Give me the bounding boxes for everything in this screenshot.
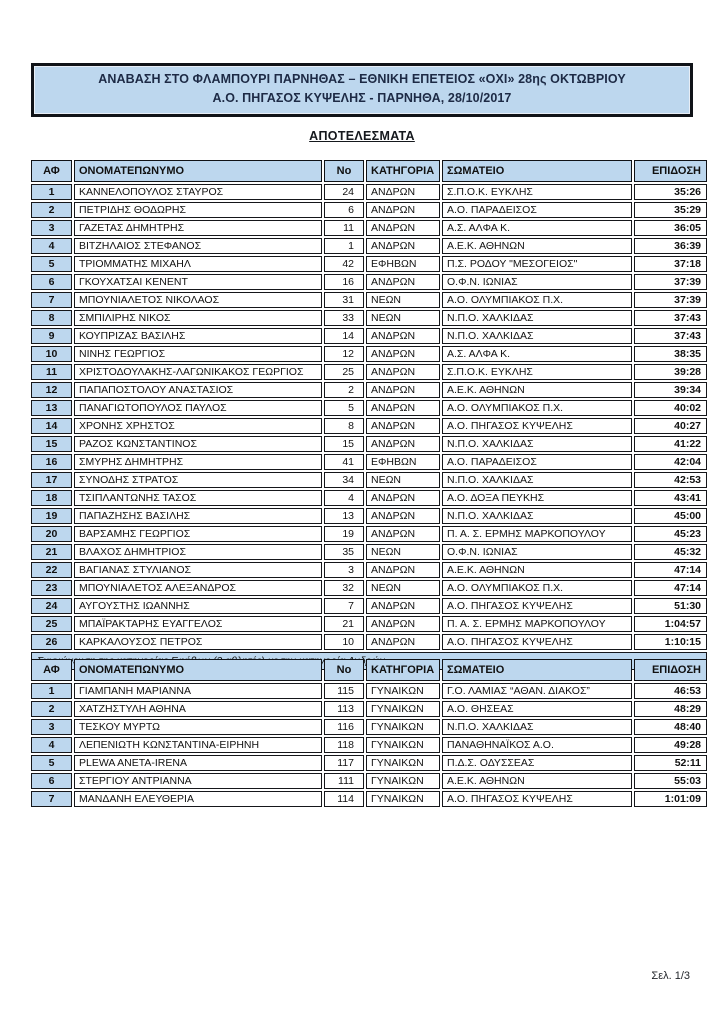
time-cell: 45:23 (634, 526, 707, 542)
time-cell: 55:03 (634, 773, 707, 789)
table-row (31, 238, 707, 254)
table-row (31, 773, 707, 789)
results-heading: ΑΠΟΤΕΛΕΣΜΑΤΑ (309, 129, 415, 143)
time-cell: 36:39 (634, 238, 707, 254)
name-cell: ΓΑΖΕΤΑΣ ΔΗΜΗΤΡΗΣ (74, 220, 322, 236)
rank-cell: 8 (31, 310, 72, 326)
name-cell: ΝΙΝΗΣ ΓΕΩΡΓΙΟΣ (74, 346, 322, 362)
rank-cell: 20 (31, 526, 72, 542)
time-cell: 39:34 (634, 382, 707, 398)
club-cell: Σ.Π.Ο.Κ. ΕΥΚΛΗΣ (442, 184, 632, 200)
name-cell: ΜΑΝΔΑΝΗ ΕΛΕΥΘΕΡΙΑ (74, 791, 322, 807)
club-cell: Α.Ο. ΠΑΡΑΔΕΙΣΟΣ (442, 202, 632, 218)
table-row (31, 346, 707, 362)
bib-cell: 34 (324, 472, 364, 488)
table-row (31, 701, 707, 717)
club-cell: Α.Σ. ΑΛΦΑ Κ. (442, 220, 632, 236)
category-cell: ΓΥΝΑΙΚΩΝ (366, 737, 440, 753)
rank-cell: 10 (31, 346, 72, 362)
page-number: Σελ. 1/3 (651, 970, 690, 982)
rank-cell: 25 (31, 616, 72, 632)
name-cell: ΓΚΟΥΧΑΤΣΑΙ ΚΕΝΕΝΤ (74, 274, 322, 290)
rank-cell: 19 (31, 508, 72, 524)
rank-cell: 23 (31, 580, 72, 596)
bib-cell: 25 (324, 364, 364, 380)
bib-cell: 24 (324, 184, 364, 200)
bib-cell: 21 (324, 616, 364, 632)
time-cell: 35:26 (634, 184, 707, 200)
category-cell: ΑΝΔΡΩΝ (366, 490, 440, 506)
table-row (31, 490, 707, 506)
table-row (31, 526, 707, 542)
rank-cell: 4 (31, 238, 72, 254)
category-cell: ΑΝΔΡΩΝ (366, 526, 440, 542)
name-cell: ΠΑΝΑΓΙΩΤΟΠΟΥΛΟΣ ΠΑΥΛΟΣ (74, 400, 322, 416)
table-row (31, 202, 707, 218)
time-cell: 38:35 (634, 346, 707, 362)
bib-cell: 118 (324, 737, 364, 753)
table-row (31, 256, 707, 272)
category-cell: ΑΝΔΡΩΝ (366, 184, 440, 200)
category-cell: ΑΝΔΡΩΝ (366, 400, 440, 416)
club-cell: Γ.Ο. ΛΑΜΙΑΣ “ΑΘΑΝ. ΔΙΑΚΟΣ” (442, 683, 632, 699)
rank-cell: 11 (31, 364, 72, 380)
name-cell: ΤΕΣΚΟΥ ΜΥΡΤΩ (74, 719, 322, 735)
category-cell: ΓΥΝΑΙΚΩΝ (366, 683, 440, 699)
time-cell: 36:05 (634, 220, 707, 236)
club-cell: Α.Ε.Κ. ΑΘΗΝΩΝ (442, 773, 632, 789)
club-cell: Α.Ε.Κ. ΑΘΗΝΩΝ (442, 382, 632, 398)
category-cell: ΑΝΔΡΩΝ (366, 562, 440, 578)
category-cell: ΑΝΔΡΩΝ (366, 202, 440, 218)
table-row (31, 220, 707, 236)
name-cell: ΧΑΤΖΗΣΤΥΛΗ ΑΘΗΝΑ (74, 701, 322, 717)
club-cell: Α.Ο. ΠΗΓΑΣΟΣ ΚΥΨΕΛΗΣ (442, 418, 632, 434)
bib-cell: 19 (324, 526, 364, 542)
col-club: ΣΩΜΑΤΕΙΟ (442, 160, 632, 182)
name-cell: ΤΡΙΟΜΜΑΤΗΣ ΜΙΧΑΗΛ (74, 256, 322, 272)
men-results-header (31, 160, 707, 182)
name-cell: ΚΑΡΚΑΛΟΥΣΟΣ ΠΕΤΡΟΣ (74, 634, 322, 650)
time-cell: 48:40 (634, 719, 707, 735)
bib-cell: 8 (324, 418, 364, 434)
category-cell: ΝΕΩΝ (366, 544, 440, 560)
bib-cell: 1 (324, 238, 364, 254)
club-cell: Ν.Π.Ο. ΧΑΛΚΙΔΑΣ (442, 436, 632, 452)
time-cell: 47:14 (634, 580, 707, 596)
club-cell: Α.Ο. ΠΗΓΑΣΟΣ ΚΥΨΕΛΗΣ (442, 634, 632, 650)
rank-cell: 5 (31, 256, 72, 272)
rank-cell: 21 (31, 544, 72, 560)
name-cell: ΠΑΠΑΠΟΣΤΟΛΟΥ ΑΝΑΣΤΑΣΙΟΣ (74, 382, 322, 398)
col-rank: ΑΦ (31, 160, 72, 182)
rank-cell: 22 (31, 562, 72, 578)
name-cell: ΒΑΡΣΑΜΗΣ ΓΕΩΡΓΙΟΣ (74, 526, 322, 542)
name-cell: ΒΙΤΖΗΛΑΙΟΣ ΣΤΕΦΑΝΟΣ (74, 238, 322, 254)
bib-cell: 11 (324, 220, 364, 236)
club-cell: Α.Ο. ΠΗΓΑΣΟΣ ΚΥΨΕΛΗΣ (442, 598, 632, 614)
time-cell: 45:00 (634, 508, 707, 524)
time-cell: 35:29 (634, 202, 707, 218)
category-cell: ΑΝΔΡΩΝ (366, 274, 440, 290)
name-cell: ΜΠΑΪΡΑΚΤΑΡΗΣ ΕΥΑΓΓΕΛΟΣ (74, 616, 322, 632)
club-cell: Ο.Φ.Ν. ΙΩΝΙΑΣ (442, 274, 632, 290)
table-row (31, 683, 707, 699)
time-cell: 49:28 (634, 737, 707, 753)
club-cell: Π.Σ. ΡΟΔΟΥ "ΜΕΣΟΓΕΙΟΣ" (442, 256, 632, 272)
category-cell: ΑΝΔΡΩΝ (366, 418, 440, 434)
club-cell: Α.Ο. ΔΟΞΑ ΠΕΥΚΗΣ (442, 490, 632, 506)
name-cell: ΑΥΓΟΥΣΤΗΣ ΙΩΑΝΝΗΣ (74, 598, 322, 614)
name-cell: ΜΠΟΥΝΙΑΛΕΤΟΣ ΝΙΚΟΛΑΟΣ (74, 292, 322, 308)
event-title-line1: ΑΝΑΒΑΣΗ ΣΤΟ ΦΛΑΜΠΟΥΡΙ ΠΑΡΝΗΘΑΣ – ΕΘΝΙΚΗ ΕΠΕΤΕΙΟΣ «ΟΧΙ» 28ης ΟΚΤΩΒΡΙΟΥ (98, 72, 626, 86)
category-cell: ΝΕΩΝ (366, 580, 440, 596)
rank-cell: 2 (31, 701, 72, 717)
name-cell: ΜΠΟΥΝΙΑΛΕΤΟΣ ΑΛΕΞΑΝΔΡΟΣ (74, 580, 322, 596)
category-cell: ΑΝΔΡΩΝ (366, 346, 440, 362)
event-title-line2: Α.Ο. ΠΗΓΑΣΟΣ ΚΥΨΕΛΗΣ - ΠΑΡΝΗΘΑ, 28/10/2017 (212, 91, 512, 105)
table-row (31, 382, 707, 398)
club-cell: Ν.Π.Ο. ΧΑΛΚΙΔΑΣ (442, 328, 632, 344)
rank-cell: 3 (31, 719, 72, 735)
time-cell: 48:29 (634, 701, 707, 717)
men-results-body (31, 184, 707, 670)
club-cell: Α.Ο. ΟΛΥΜΠΙΑΚΟΣ Π.Χ. (442, 292, 632, 308)
time-cell: 40:27 (634, 418, 707, 434)
men-results-table (29, 158, 709, 672)
bib-cell: 16 (324, 274, 364, 290)
club-cell: Ο.Φ.Ν. ΙΩΝΙΑΣ (442, 544, 632, 560)
col-time: ΕΠΙΔΟΣΗ (634, 160, 707, 182)
table-row (31, 364, 707, 380)
category-cell: ΓΥΝΑΙΚΩΝ (366, 791, 440, 807)
table-row (31, 755, 707, 771)
bib-cell: 15 (324, 436, 364, 452)
time-cell: 37:43 (634, 328, 707, 344)
category-cell: ΕΦΗΒΩΝ (366, 256, 440, 272)
table-row (31, 634, 707, 650)
rank-cell: 18 (31, 490, 72, 506)
category-cell: ΑΝΔΡΩΝ (366, 328, 440, 344)
time-cell: 45:32 (634, 544, 707, 560)
table-row (31, 544, 707, 560)
bib-cell: 114 (324, 791, 364, 807)
name-cell: PLEWA ANETA-IRENA (74, 755, 322, 771)
category-cell: ΓΥΝΑΙΚΩΝ (366, 719, 440, 735)
bib-cell: 4 (324, 490, 364, 506)
col-rank: ΑΦ (31, 659, 72, 681)
name-cell: ΧΡΟΝΗΣ ΧΡΗΣΤΟΣ (74, 418, 322, 434)
time-cell: 37:39 (634, 274, 707, 290)
bib-cell: 117 (324, 755, 364, 771)
rank-cell: 7 (31, 292, 72, 308)
table-row (31, 274, 707, 290)
category-cell: ΓΥΝΑΙΚΩΝ (366, 755, 440, 771)
category-cell: ΝΕΩΝ (366, 472, 440, 488)
bib-cell: 10 (324, 634, 364, 650)
time-cell: 1:01:09 (634, 791, 707, 807)
time-cell: 42:53 (634, 472, 707, 488)
col-name: ΟΝΟΜΑΤΕΠΩΝΥΜΟ (74, 659, 322, 681)
table-row (31, 562, 707, 578)
time-cell: 47:14 (634, 562, 707, 578)
bib-cell: 6 (324, 202, 364, 218)
time-cell: 39:28 (634, 364, 707, 380)
women-results-table (29, 657, 709, 809)
col-category: ΚΑΤΗΓΟΡΙΑ (366, 160, 440, 182)
rank-cell: 6 (31, 773, 72, 789)
bib-cell: 42 (324, 256, 364, 272)
category-cell: ΑΝΔΡΩΝ (366, 508, 440, 524)
name-cell: ΚΟΥΠΡΙΖΑΣ ΒΑΣΙΛΗΣ (74, 328, 322, 344)
bib-cell: 3 (324, 562, 364, 578)
col-bib: No (324, 659, 364, 681)
bib-cell: 5 (324, 400, 364, 416)
name-cell: ΣΤΕΡΓΙΟΥ ΑΝΤΡΙΑΝΝΑ (74, 773, 322, 789)
women-results-body (31, 683, 707, 807)
name-cell: ΠΕΤΡΙΔΗΣ ΘΟΔΩΡΗΣ (74, 202, 322, 218)
club-cell: Π. Α. Σ. ΕΡΜΗΣ ΜΑΡΚΟΠΟΥΛΟΥ (442, 526, 632, 542)
name-cell: ΣΜΠΙΛΙΡΗΣ ΝΙΚΟΣ (74, 310, 322, 326)
bib-cell: 31 (324, 292, 364, 308)
club-cell: Σ.Π.Ο.Κ. ΕΥΚΛΗΣ (442, 364, 632, 380)
category-cell: ΑΝΔΡΩΝ (366, 436, 440, 452)
rank-cell: 4 (31, 737, 72, 753)
club-cell: Π.Δ.Σ. ΟΔΥΣΣΕΑΣ (442, 755, 632, 771)
col-club: ΣΩΜΑΤΕΙΟ (442, 659, 632, 681)
women-results-header (31, 659, 707, 681)
club-cell: Ν.Π.Ο. ΧΑΛΚΙΔΑΣ (442, 310, 632, 326)
time-cell: 41:22 (634, 436, 707, 452)
header-row (31, 659, 707, 681)
category-cell: ΑΝΔΡΩΝ (366, 634, 440, 650)
table-row (31, 580, 707, 596)
category-cell: ΓΥΝΑΙΚΩΝ (366, 701, 440, 717)
event-title-banner (31, 63, 693, 117)
table-row (31, 418, 707, 434)
bib-cell: 32 (324, 580, 364, 596)
name-cell: ΧΡΙΣΤΟΔΟΥΛΑΚΗΣ-ΛΑΓΩΝΙΚΑΚΟΣ ΓΕΩΡΓΙΟΣ (74, 364, 322, 380)
category-cell: ΑΝΔΡΩΝ (366, 238, 440, 254)
rank-cell: 12 (31, 382, 72, 398)
club-cell: Α.Ο. ΟΛΥΜΠΙΑΚΟΣ Π.Χ. (442, 580, 632, 596)
time-cell: 40:02 (634, 400, 707, 416)
club-cell: Α.Ε.Κ. ΑΘΗΝΩΝ (442, 562, 632, 578)
club-cell: Α.Ε.Κ. ΑΘΗΝΩΝ (442, 238, 632, 254)
time-cell: 42:04 (634, 454, 707, 470)
table-row (31, 328, 707, 344)
rank-cell: 9 (31, 328, 72, 344)
table-row (31, 454, 707, 470)
table-row (31, 598, 707, 614)
time-cell: 51:30 (634, 598, 707, 614)
rank-cell: 6 (31, 274, 72, 290)
bib-cell: 14 (324, 328, 364, 344)
club-cell: Ν.Π.Ο. ΧΑΛΚΙΔΑΣ (442, 472, 632, 488)
name-cell: ΓΙΑΜΠΑΝΗ ΜΑΡΙΑΝΝΑ (74, 683, 322, 699)
club-cell: Α.Ο. ΠΑΡΑΔΕΙΣΟΣ (442, 454, 632, 470)
bib-cell: 41 (324, 454, 364, 470)
table-row (31, 400, 707, 416)
bib-cell: 111 (324, 773, 364, 789)
table-row (31, 791, 707, 807)
table-row (31, 472, 707, 488)
name-cell: ΚΑΝΝΕΛΟΠΟΥΛΟΣ ΣΤΑΥΡΟΣ (74, 184, 322, 200)
time-cell: 37:39 (634, 292, 707, 308)
name-cell: ΠΑΠΑΖΗΣΗΣ ΒΑΣΙΛΗΣ (74, 508, 322, 524)
table-row (31, 616, 707, 632)
club-cell: Α.Ο. ΟΛΥΜΠΙΑΚΟΣ Π.Χ. (442, 400, 632, 416)
rank-cell: 1 (31, 184, 72, 200)
club-cell: Α.Σ. ΑΛΦΑ Κ. (442, 346, 632, 362)
name-cell: ΣΜΥΡΗΣ ΔΗΜΗΤΡΗΣ (74, 454, 322, 470)
header-row (31, 160, 707, 182)
club-cell: ΠΑΝΑΘΗΝΑΪΚΟΣ Α.Ο. (442, 737, 632, 753)
category-cell: ΑΝΔΡΩΝ (366, 598, 440, 614)
bib-cell: 35 (324, 544, 364, 560)
category-cell: ΑΝΔΡΩΝ (366, 382, 440, 398)
rank-cell: 17 (31, 472, 72, 488)
name-cell: ΛΕΠΕΝΙΩΤΗ ΚΩΝΣΤΑΝΤΙΝΑ-ΕΙΡΗΝΗ (74, 737, 322, 753)
bib-cell: 33 (324, 310, 364, 326)
time-cell: 52:11 (634, 755, 707, 771)
bib-cell: 13 (324, 508, 364, 524)
category-cell: ΑΝΔΡΩΝ (366, 220, 440, 236)
bib-cell: 116 (324, 719, 364, 735)
category-cell: ΑΝΔΡΩΝ (366, 364, 440, 380)
rank-cell: 26 (31, 634, 72, 650)
table-row (31, 310, 707, 326)
category-cell: ΕΦΗΒΩΝ (366, 454, 440, 470)
table-row (31, 436, 707, 452)
name-cell: ΡΑΖΟΣ ΚΩΝΣΤΑΝΤΙΝΟΣ (74, 436, 322, 452)
time-cell: 37:43 (634, 310, 707, 326)
time-cell: 37:18 (634, 256, 707, 272)
col-name: ΟΝΟΜΑΤΕΠΩΝΥΜΟ (74, 160, 322, 182)
bib-cell: 12 (324, 346, 364, 362)
col-bib: No (324, 160, 364, 182)
club-cell: Α.Ο. ΘΗΣΕΑΣ (442, 701, 632, 717)
bib-cell: 7 (324, 598, 364, 614)
rank-cell: 2 (31, 202, 72, 218)
club-cell: Ν.Π.Ο. ΧΑΛΚΙΔΑΣ (442, 719, 632, 735)
rank-cell: 16 (31, 454, 72, 470)
club-cell: Π. Α. Σ. ΕΡΜΗΣ ΜΑΡΚΟΠΟΥΛΟΥ (442, 616, 632, 632)
time-cell: 46:53 (634, 683, 707, 699)
time-cell: 1:10:15 (634, 634, 707, 650)
name-cell: ΣΥΝΟΔΗΣ ΣΤΡΑΤΟΣ (74, 472, 322, 488)
table-row (31, 737, 707, 753)
col-time: ΕΠΙΔΟΣΗ (634, 659, 707, 681)
category-cell: ΑΝΔΡΩΝ (366, 616, 440, 632)
col-category: ΚΑΤΗΓΟΡΙΑ (366, 659, 440, 681)
name-cell: ΤΣΙΠΛΑΝΤΩΝΗΣ ΤΑΣΟΣ (74, 490, 322, 506)
rank-cell: 15 (31, 436, 72, 452)
rank-cell: 7 (31, 791, 72, 807)
club-cell: Α.Ο. ΠΗΓΑΣΟΣ ΚΥΨΕΛΗΣ (442, 791, 632, 807)
category-cell: ΝΕΩΝ (366, 292, 440, 308)
table-row (31, 292, 707, 308)
rank-cell: 1 (31, 683, 72, 699)
category-cell: ΓΥΝΑΙΚΩΝ (366, 773, 440, 789)
rank-cell: 14 (31, 418, 72, 434)
rank-cell: 5 (31, 755, 72, 771)
club-cell: Ν.Π.Ο. ΧΑΛΚΙΔΑΣ (442, 508, 632, 524)
bib-cell: 2 (324, 382, 364, 398)
bib-cell: 115 (324, 683, 364, 699)
table-row (31, 184, 707, 200)
name-cell: ΒΛΑΧΟΣ ΔΗΜΗΤΡΙΟΣ (74, 544, 322, 560)
time-cell: 43:41 (634, 490, 707, 506)
name-cell: ΒΑΓΙΑΝΑΣ ΣΤΥΛΙΑΝΟΣ (74, 562, 322, 578)
table-row (31, 719, 707, 735)
rank-cell: 24 (31, 598, 72, 614)
time-cell: 1:04:57 (634, 616, 707, 632)
rank-cell: 13 (31, 400, 72, 416)
table-row (31, 508, 707, 524)
bib-cell: 113 (324, 701, 364, 717)
rank-cell: 3 (31, 220, 72, 236)
category-cell: ΝΕΩΝ (366, 310, 440, 326)
